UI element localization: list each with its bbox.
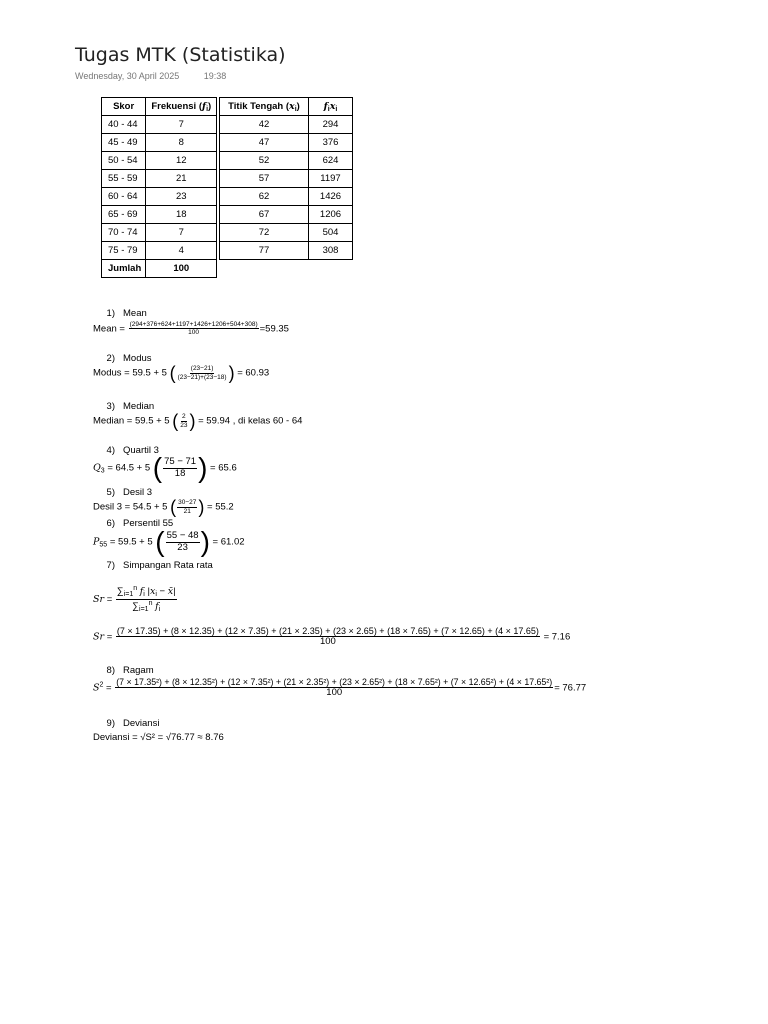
- section-desil-heading: [94, 487, 152, 498]
- cell-frekuensi: 7: [146, 224, 217, 242]
- cell-frekuensi: 4: [146, 242, 217, 260]
- cell-titik-tengah: 77: [220, 242, 309, 260]
- formula-lhs: Median = 59.5 + 5: [93, 415, 170, 427]
- section-mean-heading: [94, 308, 147, 319]
- header-titik-tengah: Titik Tengah $(x_i)$: [220, 98, 309, 116]
- table-row: [220, 242, 353, 260]
- section-label: Mean: [123, 308, 147, 319]
- formula-numerator: 2: [182, 413, 186, 421]
- modus-formula: Modus = 59.5 + 5 ( $\frac{(23-21)}{(23-21)+(23-18)}$ ) = 60.93: [93, 363, 270, 383]
- frequency-table: [101, 97, 217, 278]
- formula-numerator: 75 − 71: [164, 455, 197, 467]
- table-row: [220, 116, 353, 134]
- formula-result: = 65.6: [210, 462, 237, 474]
- section-number: 8): [106, 665, 115, 676]
- section-label: Desil 3: [123, 487, 153, 498]
- section-label: Persentil 55: [123, 518, 174, 529]
- section-median-heading: [94, 401, 154, 412]
- section-number: 3): [106, 401, 115, 412]
- section-simpangan-heading: [94, 560, 213, 571]
- cell-skor: 55 - 59: [102, 170, 146, 188]
- cell-skor: 40 - 44: [102, 116, 146, 134]
- section-deviansi-heading: [94, 718, 159, 729]
- formula-denominator: 100: [326, 687, 343, 699]
- section-number: 4): [106, 445, 115, 456]
- table-row: [220, 224, 353, 242]
- section-number: 6): [106, 518, 115, 529]
- cell-frekuensi: 23: [146, 188, 217, 206]
- formula-result: = 76.77: [554, 682, 587, 694]
- formula-result: = 61.02: [212, 536, 245, 548]
- cell-titik-tengah: 62: [220, 188, 309, 206]
- formula-result: = 59.94 , di kelas 60 - 64: [198, 415, 303, 427]
- formula-denominator: 18: [174, 467, 186, 479]
- cell-frekuensi: 21: [146, 170, 217, 188]
- section-label: Modus: [123, 353, 152, 364]
- page-date: Wednesday, 30 April 2025: [75, 71, 180, 81]
- table-row: [102, 224, 217, 242]
- median-formula: Median = 59.5 + 5 ( $\frac{2}{23}$ ) = 59.94 , di kelas 60 - 64: [93, 411, 303, 431]
- formula-lhs: Mean =: [93, 323, 125, 335]
- table-total-row: [102, 260, 217, 278]
- table-row: [102, 206, 217, 224]
- cell-frekuensi: 12: [146, 152, 217, 170]
- cell-fixi: 624: [309, 152, 353, 170]
- cell-fixi: 504: [309, 224, 353, 242]
- cell-skor: 60 - 64: [102, 188, 146, 206]
- formula-result: = 60.93: [237, 367, 270, 379]
- simpangan-general-formula: Sr = $\frac{\sum_{i=1}^n f_i |x_i - x̄|}{\sum_{i=1}^n f_i}$: [93, 585, 176, 614]
- section-label: Median: [123, 401, 155, 412]
- cell-titik-tengah: 52: [220, 152, 309, 170]
- cell-fixi: 1206: [309, 206, 353, 224]
- cell-fixi: 294: [309, 116, 353, 134]
- cell-fixi: 1197: [309, 170, 353, 188]
- desil-formula: Desil 3 = 54.5 + 5 ( $\frac{30-27}{21}$ ) = 55.2: [93, 497, 234, 517]
- table-row: [102, 116, 217, 134]
- mean-formula: [93, 321, 289, 337]
- cell-fixi: 308: [309, 242, 353, 260]
- cell-fixi: 376: [309, 134, 353, 152]
- formula-denominator: 21: [183, 507, 191, 515]
- section-number: 1): [106, 308, 115, 319]
- general-denominator: $\sum_{i=1}^n$ $f_i$: [132, 600, 161, 614]
- section-number: 7): [106, 560, 115, 571]
- persentil-formula: $P_{55} = 59.5 + 5$ ( $\frac{55 - 48}{23}$ ) = 61.02: [93, 526, 245, 557]
- midpoint-table: [219, 97, 353, 260]
- formula-numerator: 30−27: [178, 499, 197, 507]
- general-numerator: $\sum_{i=1}^n$ $f_i$ $|x_i$ − x̄|: [116, 585, 177, 600]
- cell-titik-tengah: 72: [220, 224, 309, 242]
- formula-lhs: = 64.5 + 5: [107, 462, 151, 474]
- header-skor: Skor: [102, 98, 146, 116]
- formula-numerator: (294+376+624+1197+1426+1206+504+308): [129, 321, 258, 328]
- formula-numerator: (7 × 17.35²) + (8 × 12.35²) + (12 × 7.35²) + (21 × 2.35²) + (23 × 2.65²) + (18 × 7.65²) + (7 × 12.65²) + (4 × 17.65²): [116, 677, 553, 687]
- formula-numerator: (7 × 17.35) + (8 × 12.35) + (12 × 7.35) + (21 × 2.35) + (23 × 2.65) + (18 × 7.65) + (7 × 12.65) + (4 × 17.65): [116, 626, 539, 636]
- section-number: 9): [106, 718, 115, 729]
- cell-titik-tengah: 57: [220, 170, 309, 188]
- table-row: [102, 134, 217, 152]
- cell-frekuensi: 8: [146, 134, 217, 152]
- formula-lhs: Modus = 59.5 + 5: [93, 367, 167, 379]
- cell-fixi: 1426: [309, 188, 353, 206]
- cell-skor: 75 - 79: [102, 242, 146, 260]
- cell-titik-tengah: 42: [220, 116, 309, 134]
- table-row: [102, 152, 217, 170]
- header-frekuensi: Frekuensi $(f_i)$: [146, 98, 217, 116]
- page-title: Tugas MTK (Statistika): [75, 44, 286, 66]
- section-modus-heading: [94, 353, 152, 364]
- section-label: Deviansi: [123, 718, 160, 729]
- section-number: 2): [106, 353, 115, 364]
- formula-numerator: 55 − 48: [166, 529, 199, 541]
- cell-frekuensi: 7: [146, 116, 217, 134]
- header-titik-tengah-label: Titik Tengah (: [228, 100, 290, 112]
- formula-result: = 55.2: [207, 501, 234, 513]
- cell-titik-tengah: 47: [220, 134, 309, 152]
- section-label: Simpangan Rata rata: [123, 560, 213, 571]
- table-row: [220, 134, 353, 152]
- cell-skor: 65 - 69: [102, 206, 146, 224]
- deviansi-formula: Deviansi = √S² = √76.77 ≈ 8.76: [93, 732, 224, 743]
- section-label: Ragam: [123, 665, 154, 676]
- table-row: [102, 242, 217, 260]
- table-row: [102, 188, 217, 206]
- formula-denominator: 23: [180, 421, 188, 429]
- cell-skor: 70 - 74: [102, 224, 146, 242]
- page-time: 19:38: [203, 71, 227, 81]
- cell-skor: 45 - 49: [102, 134, 146, 152]
- ragam-formula: $S^2$ = (7 × 17.35²) + (8 × 12.35²) + (12 × 7.35²) + (21 × 2.35²) + (23 × 2.65²) + (18 × 7.65²) + (7 × 12.65²) + (4 × 17.65²) 100 = 76.77: [93, 677, 587, 699]
- formula-lhs: Desil 3 = 54.5 + 5: [93, 501, 168, 513]
- section-ragam-heading: [94, 665, 154, 676]
- section-number: 5): [106, 487, 115, 498]
- page-meta: [75, 71, 226, 81]
- table-row: [220, 170, 353, 188]
- cell-titik-tengah: 67: [220, 206, 309, 224]
- table-row: [220, 188, 353, 206]
- formula-result: = 7.16: [543, 631, 571, 643]
- cell-total-label: Jumlah: [102, 260, 146, 278]
- cell-total-value: 100: [146, 260, 217, 278]
- table-row: [102, 170, 217, 188]
- formula-numerator: (23−21): [190, 365, 214, 373]
- formula-denominator: 100: [319, 636, 336, 648]
- formula-lhs: = 59.5 + 5: [109, 536, 153, 548]
- simpangan-computed-formula: Sr = (7 × 17.35) + (8 × 12.35) + (12 × 7.35) + (21 × 2.35) + (23 × 2.65) + (18 × 7.65) + (7 × 12.65) + (4 × 17.65) 100 = 7.16: [93, 626, 571, 648]
- cell-frekuensi: 18: [146, 206, 217, 224]
- section-label: Quartil 3: [123, 445, 159, 456]
- formula-denominator: (23−21)+(23−18): [177, 373, 227, 381]
- table-row: [220, 206, 353, 224]
- cell-skor: 50 - 54: [102, 152, 146, 170]
- quartil-formula: $Q_3 = 64.5 + 5$ ( $\frac{75 - 71}{18}$ ) = 65.6: [93, 452, 237, 483]
- formula-denominator: 100: [188, 329, 200, 337]
- header-frekuensi-label: Frekuensi (: [151, 100, 202, 112]
- formula-denominator: 23: [177, 541, 188, 553]
- header-fixi: $f_ix_i$: [309, 98, 353, 116]
- formula-result: =59.35: [259, 323, 289, 335]
- table-row: [220, 152, 353, 170]
